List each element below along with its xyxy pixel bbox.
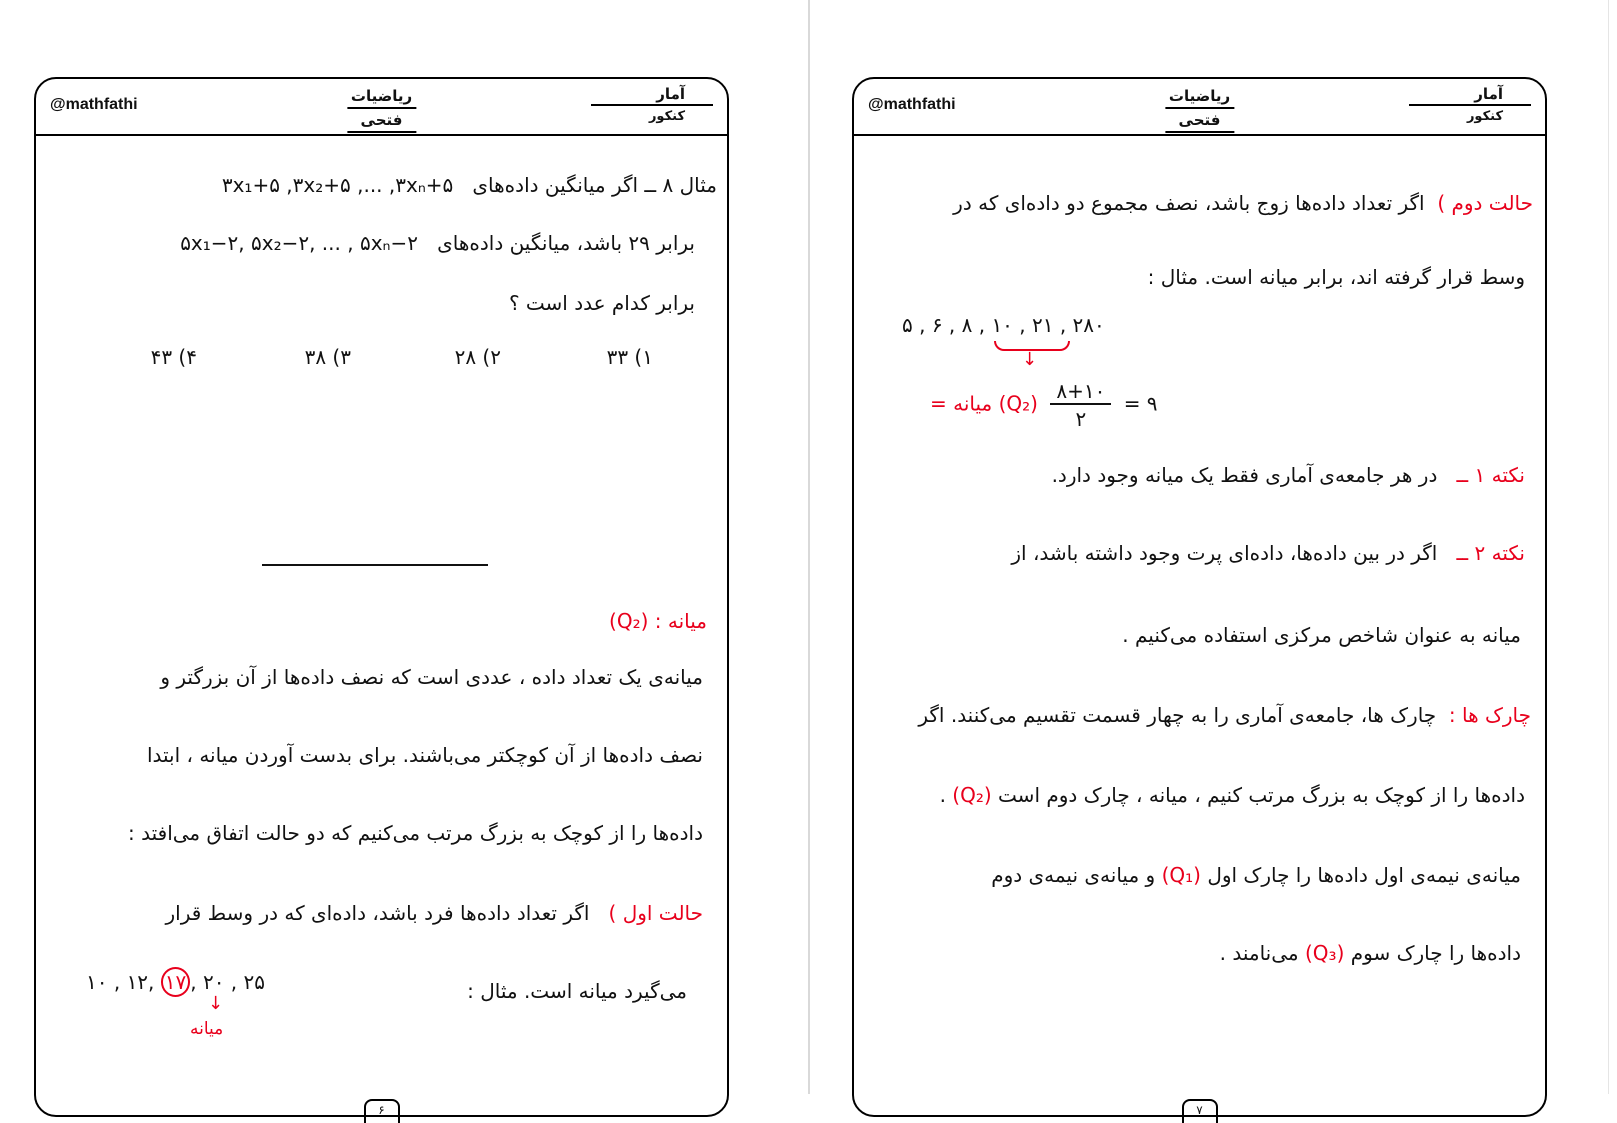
case-2-label: حالت دوم ): [1437, 191, 1533, 215]
median-para-line-1: میانه‌ی یک تعداد داده ، عددی است که نصف داده‌ها از آن بزرگتر و: [160, 665, 703, 689]
q1-tag: (Q₁): [1161, 863, 1201, 887]
example-value: ۲۰: [202, 970, 225, 994]
topic-title: آمار: [1409, 85, 1531, 106]
example-line-2: [180, 231, 695, 255]
note-2-line-1: [1011, 541, 1525, 565]
brand-bottom: فتحی: [347, 109, 416, 133]
example-line-1-text: مثال ۸ ــ اگر میانگین داده‌های: [472, 173, 717, 197]
quartiles-text-3: میانه‌ی نیمه‌ی اول داده‌ها را چارک اول: [1207, 863, 1521, 887]
case-1-example: ۱۰ , ۱۲, ۱۷ , ۲۰ , ۲۵: [86, 967, 265, 997]
topic-block: [591, 85, 713, 124]
case-2-example: ۵ , ۶ , ۸ , ۱۰ , ۲۱ , ۲۸۰: [902, 313, 1105, 337]
quartiles-line-4: [1220, 941, 1521, 965]
example-value: ۲۵: [243, 970, 266, 994]
topic-subtitle: کنکور: [648, 109, 685, 124]
median-formula-label: (Q₂) میانه =: [930, 391, 1038, 416]
fraction-numerator: ۸+۱۰: [1050, 379, 1111, 405]
example-line-2-text: برابر ۲۹ باشد، میانگین داده‌های: [437, 231, 695, 255]
handle-text: @mathfathi: [50, 96, 138, 113]
option-3: ۳) ۳۸: [304, 345, 351, 369]
case-2-line-1: [953, 191, 1533, 215]
down-arrow-icon: ↓: [208, 993, 224, 1014]
brand-top: ریاضیات: [347, 85, 416, 109]
case-1-line: [166, 901, 703, 925]
note-2-line-2: میانه به عنوان شاخص مرکزی استفاده می‌کنیم .: [1122, 623, 1521, 647]
option-1: ۱) ۳۳: [606, 345, 653, 369]
topic-title: آمار: [591, 85, 713, 106]
right-page: [852, 77, 1547, 1117]
brand-logo: [1165, 85, 1234, 133]
brand-top: ریاضیات: [1165, 85, 1234, 109]
quartiles-line-1: [918, 703, 1531, 727]
example-line-2-math: ۵x₁−۲, ۵x₂−۲, ... , ۵xₙ−۲: [180, 231, 418, 255]
page-header: [36, 79, 727, 136]
topic-subtitle: کنکور: [1466, 109, 1503, 124]
note-2-text: اگر در بین داده‌ها، داده‌ای پرت وجود داشته باشد، از: [1011, 541, 1438, 565]
fraction-denominator: ۲: [1075, 407, 1087, 431]
case-2-line-2: وسط قرار گرفته اند، برابر میانه است. مثال :: [1147, 265, 1525, 289]
median-formula: [930, 379, 1158, 431]
left-page: [34, 77, 729, 1117]
option-4: ۴) ۴۳: [150, 345, 197, 369]
page-number: ۷: [1182, 1099, 1218, 1123]
note-2-label: نکته ۲ ــ: [1456, 541, 1525, 565]
quartiles-line-2: داده‌ها را از کوچک به بزرگ مرتب کنیم ، میانه ، چارک دوم است (Q₂) .: [939, 783, 1525, 807]
median-value-circled: ۱۷: [161, 967, 190, 997]
brand-logo: [347, 85, 416, 133]
example-line-1: [222, 173, 717, 197]
q2-tag: (Q₂): [952, 783, 992, 807]
quartiles-text-4: داده‌ها را چارک سوم: [1350, 941, 1521, 965]
spread-divider: [808, 0, 810, 1094]
example-line-3: برابر کدام عدد است ؟: [508, 291, 695, 315]
example-line-1-math: ۳x₁+۵ ,۳x₂+۵ ,... ,۳xₙ+۵: [221, 173, 454, 197]
quartiles-line-3: [991, 863, 1521, 887]
handle-text: @mathfathi: [868, 96, 956, 113]
quartiles-text-2: داده‌ها را از کوچک به بزرگ مرتب کنیم ، میانه ، چارک دوم است: [998, 783, 1525, 807]
median-para-line-3: داده‌ها را از کوچک به بزرگ مرتب می‌کنیم که دو حالت اتفاق می‌افتد :: [128, 821, 703, 845]
median-arrow-label: میانه: [190, 1019, 224, 1039]
median-heading: میانه : (Q₂): [609, 609, 707, 633]
example-value: ۱۰: [86, 970, 108, 994]
formula-result: = ۹: [1123, 391, 1158, 416]
case-1-line-2: می‌گیرد میانه است. مثال :: [467, 979, 687, 1003]
right-edge-line: [1608, 0, 1609, 1094]
option-2: ۲) ۲۸: [454, 345, 501, 369]
fraction: [1050, 379, 1111, 431]
quartiles-label: چارک ها :: [1448, 703, 1531, 727]
q3-tag: (Q₃): [1304, 941, 1345, 965]
median-para-line-2: نصف داده‌ها از آن کوچکتر می‌باشند. برای بدست آوردن میانه ، ابتدا: [146, 743, 703, 767]
note-1: [1052, 463, 1525, 487]
quartiles-text-4-tail: می‌نامند .: [1219, 941, 1299, 965]
page-header: [854, 79, 1545, 136]
quartiles-text-1: چارک ها، جامعه‌ی آماری را به چهار قسمت تقسیم می‌کنند. اگر: [918, 703, 1437, 727]
down-arrow-icon: ↓: [1022, 349, 1038, 370]
example-value: ۱۲: [126, 970, 149, 994]
note-1-text: در هر جامعه‌ی آماری فقط یک میانه وجود دارد.: [1051, 463, 1438, 487]
case-2-text: اگر تعداد داده‌ها زوج باشد، نصف مجموع دو داده‌ای که در: [953, 191, 1425, 215]
topic-block: [1409, 85, 1531, 124]
page-number: ۶: [364, 1099, 400, 1123]
separator-line: [262, 564, 488, 566]
case-1-text: اگر تعداد داده‌ها فرد باشد، داده‌ای که در وسط قرار: [165, 901, 590, 925]
quartiles-text-3-tail: و میانه‌ی نیمه‌ی دوم: [991, 863, 1156, 887]
case-1-label: حالت اول ): [608, 901, 703, 925]
note-1-label: نکته ۱ ــ: [1456, 463, 1525, 487]
brand-bottom: فتحی: [1165, 109, 1234, 133]
